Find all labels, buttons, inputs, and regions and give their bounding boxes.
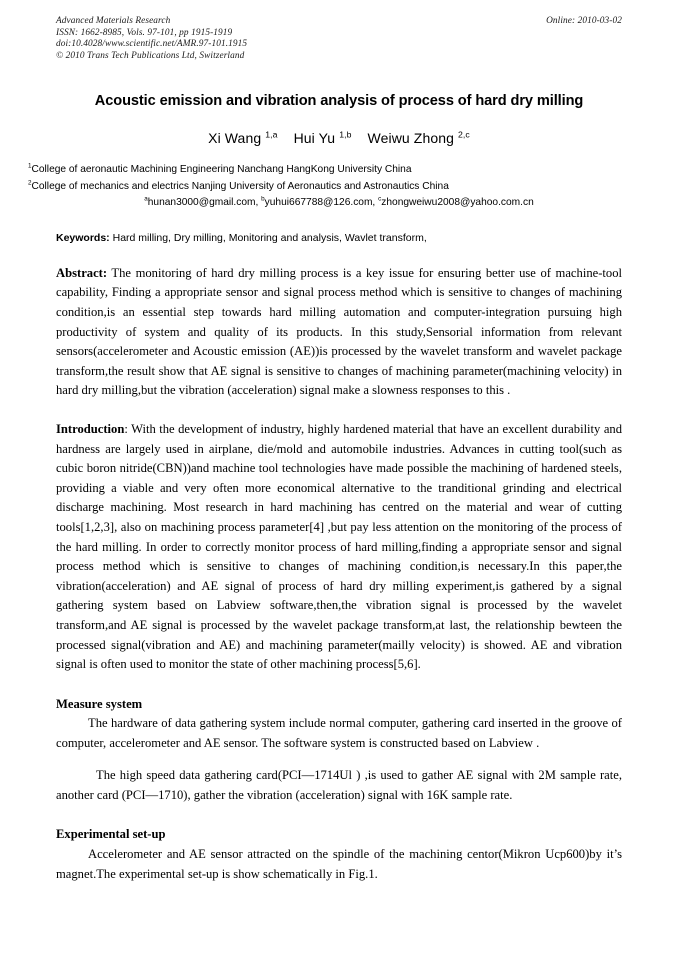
introduction-paragraph xyxy=(56,420,622,675)
author-2-affil-marker: 1,b xyxy=(339,129,352,140)
abstract-label: Abstract: xyxy=(56,265,108,280)
page-content xyxy=(28,0,622,897)
author-2 xyxy=(294,130,352,146)
affiliation-2-marker: 2 xyxy=(28,179,32,187)
experimental-setup-text-1: Accelerometer and AE sensor attracted on the spindle of the machining centor(Mikron Ucp600)by it’s magnet.The experimental set-up is show schematically in Fig.1. xyxy=(56,846,622,881)
affiliation-block xyxy=(28,162,622,212)
journal-doi: doi:10.4028/www.scientific.net/AMR.97-101.1915 xyxy=(56,39,248,50)
affiliation-2-text: College of mechanics and electrics Nanjing University of Aeronautics and Astronautics China xyxy=(31,180,449,192)
measure-system-text-2: The high speed data gathering card(PCI—1714Ul ) ,is used to gather AE signal with 2M sample rate, another card (PCI—1710), gather the vibration (acceleration) signal with 16K sample rate. xyxy=(56,768,622,802)
author-list xyxy=(56,130,622,146)
section-heading-experimental-setup: Experimental set-up xyxy=(56,827,166,842)
experimental-setup-paragraph-1 xyxy=(56,845,622,884)
measure-system-paragraph-1 xyxy=(56,714,622,753)
journal-issn: ISSN: 1662-8985, Vols. 97-101, pp 1915-1919 xyxy=(56,27,233,38)
section-heading-measure-system: Measure system xyxy=(56,696,143,711)
journal-header xyxy=(56,0,622,62)
email-1[interactable]: hunan3000@gmail.com, xyxy=(147,197,262,209)
journal-name: Advanced Materials Research xyxy=(56,16,171,26)
measure-system-paragraph-2 xyxy=(56,766,622,805)
measure-system-text-1: The hardware of data gathering system include normal computer, gathering card inserted in the groove of computer, accelerometer and AE sensor. The software system is constructed based on Labview . xyxy=(56,716,622,750)
author-3-name: Weiwu Zhong xyxy=(367,130,454,147)
author-2-name: Hui Yu xyxy=(293,130,336,147)
email-3[interactable]: zhongweiwu2008@yahoo.com.cn xyxy=(381,197,534,209)
email-2[interactable]: yuhui667788@126.com, xyxy=(264,197,379,209)
email-2-marker: b xyxy=(261,195,265,203)
email-1-marker: a xyxy=(144,195,148,203)
page-title: Acoustic emission and vibration analysis of process of hard dry milling xyxy=(94,93,584,110)
affiliation-1-text: College of aeronautic Machining Engineering Nanchang HangKong University China xyxy=(31,164,412,176)
affiliation-1 xyxy=(28,162,622,179)
abstract-text: The monitoring of hard dry milling process is a key issue for ensuring better use of machine-tool capability, Finding a appropriate sensor and signal process method which is sensitive to changes of machining condition,is an essential step towards hard milling automation and computer-integration pursuing high productivity of system and quality of its products. In this study,Sensorial information from relevant sensors(accelerometer and Acoustic emission (AE))is processed by the wavelet transform and wavelet package transform,the result show that AE signal is sensitive to changes of machining parameter(machining velocity) in hard dry milling,but the vibration (acceleration) signal make a slowness responses to this . xyxy=(56,265,622,398)
keywords-label: Keywords: xyxy=(56,231,110,244)
keywords-line xyxy=(56,231,622,245)
abstract-paragraph xyxy=(56,264,622,401)
author-1 xyxy=(208,130,277,146)
keywords-text: Hard milling, Dry milling, Monitoring and analysis, Wavlet transform, xyxy=(109,231,427,244)
journal-copyright: © 2010 Trans Tech Publications Ltd, Switzerland xyxy=(56,50,245,61)
introduction-label: Introduction xyxy=(56,422,125,437)
online-date: Online: 2010-03-02 xyxy=(546,16,622,26)
affiliation-2 xyxy=(28,179,622,196)
affiliation-1-marker: 1 xyxy=(28,162,32,170)
email-3-marker: c xyxy=(378,195,382,203)
email-line xyxy=(56,195,622,212)
author-3 xyxy=(368,130,470,146)
introduction-text: : With the development of industry, highly hardened material that have an excellent durability and hardness are largely used in airplane, die/mold and automobile industries. Advances in cutting tool(such as cubic boron nitride(CBN))and machine tool technologies have made possible the machining of hardened steels, providing a viable and very often more economical alternative to the tranditional grinding and electrical discharge machining. Most research in hard machining has centred on the material and wear of cutting tools[1,2,3], also on machining process parameter[4] ,but pay less attention on the monitoring of the process of the hard milling. In order to correctly monitor process of hard milling,finding a appropriate sensor and signal process method which is sensitive to changes of machining condition,is necessary.In this paper,the vibration(acceleration) and AE signal of process of hard dry milling experiment,is gathered by a signal gathering system based on Labview software,then,the vibration signal is processed by the wavelet transform,and AE signal is processed by the wavelet package transform,at last, the relationship bewteen the processed signal(vibration and AE) and machining parameter(mailly velocity) is showed. AE and vibration signal is often used to monitor the state of other machining process[5,6]. xyxy=(56,422,622,672)
author-1-name: Xi Wang xyxy=(208,130,262,147)
author-3-affil-marker: 2,c xyxy=(458,129,470,140)
author-1-affil-marker: 1,a xyxy=(265,129,278,140)
